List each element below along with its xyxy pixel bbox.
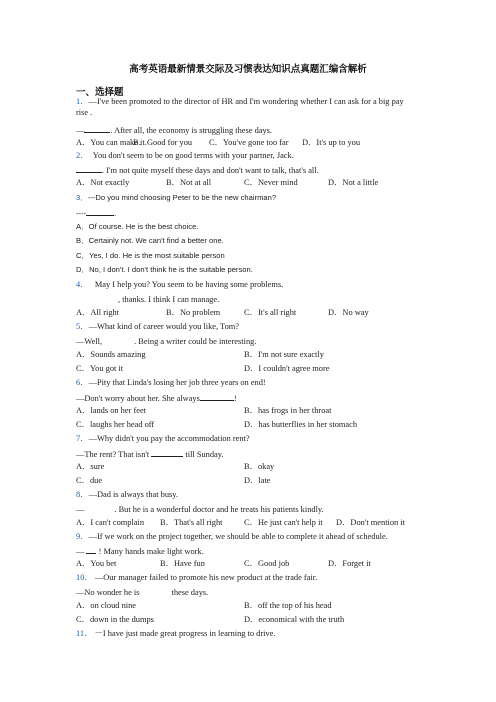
option-c[interactable]: C．due [76, 476, 103, 485]
option-d[interactable]: D．It's up to you [302, 138, 361, 147]
reply-text: —Don't worry about her. She always [76, 394, 200, 403]
answer-blank [151, 448, 183, 457]
question-3-option-c[interactable]: C．Yes, I do. He is the most suitable person [76, 251, 225, 260]
reply-text: these days. [171, 588, 209, 597]
question-text: —What kind of career would you like, Tom? [88, 322, 239, 331]
question-number: 8． [76, 490, 89, 499]
option-c[interactable]: C．It's all right [244, 308, 297, 317]
question-number: 3． [76, 193, 88, 202]
question-text: —I've been promoted to the director of HR and I'm wondering whether I can ask for a big pay [88, 97, 404, 106]
option-c[interactable]: C．You've gone too far [209, 138, 289, 147]
answer-blank [86, 207, 117, 218]
option-d[interactable]: D．Not a little [328, 178, 379, 187]
answer-blank [84, 504, 114, 512]
question-4-reply [76, 294, 219, 305]
question-text: —Pity that Linda's losing her job three years on end! [88, 378, 266, 387]
reply-dash: — [76, 126, 85, 135]
answer-blank [200, 392, 234, 401]
option-d[interactable]: D．economical with the truth [244, 615, 345, 624]
option-a[interactable]: A．You can make it. [76, 138, 147, 147]
option-c[interactable]: C．Never mind [244, 178, 298, 187]
option-d[interactable]: D．Don't mention it [336, 518, 405, 527]
reply-text: . Being a writer could be interesting. [134, 337, 257, 346]
reply-text: ! [233, 394, 237, 403]
question-3-stem [76, 193, 276, 203]
question-3-option-a[interactable]: A．Of course. He is the best choice. [76, 222, 199, 231]
answer-blank [102, 336, 134, 344]
option-c[interactable]: C．down in the dumps [76, 615, 154, 624]
option-c[interactable]: C．You got it [76, 364, 124, 373]
question-text: rise . [76, 108, 93, 117]
option-d[interactable]: D．has butterflies in her stomach [244, 420, 358, 429]
question-number: 2． [76, 151, 89, 160]
answer-blank [76, 164, 102, 173]
question-10-reply [76, 587, 208, 598]
question-3-reply [76, 207, 116, 219]
question-1-stem [76, 97, 404, 107]
option-a[interactable]: A．lands on her feet [76, 406, 147, 415]
option-b[interactable]: B．That's all right [160, 518, 223, 527]
question-text: . I'm not quite myself these days and don't want to talk, that's all. [102, 166, 319, 175]
option-a[interactable]: A．on cloud nine [76, 601, 137, 610]
option-b[interactable]: B．Have fun [160, 559, 205, 568]
option-d[interactable]: D．Forget it [328, 559, 371, 568]
option-b[interactable]: B．off the top of his head [244, 601, 332, 610]
question-8-stem [76, 490, 178, 500]
question-number: 9． [76, 532, 89, 541]
question-text: , thanks. I think I can manage. [118, 295, 220, 304]
question-1-stem-cont [76, 108, 92, 118]
question-6-stem [76, 378, 266, 388]
question-5-stem [76, 322, 239, 332]
option-a[interactable]: A．Not exactly [76, 178, 130, 187]
question-3-option-b[interactable]: B．Certainly not. We can't find a better one. [76, 236, 224, 245]
question-number: 6． [76, 378, 89, 387]
page-title: 高考英语最新情景交际及习惯表达知识点真题汇编含解析 [129, 64, 367, 75]
option-a[interactable]: A．sure [76, 462, 105, 471]
question-10-stem [76, 573, 317, 583]
question-2-stem [76, 151, 294, 161]
answer-blank [140, 587, 172, 595]
reply-text: till Sunday. [185, 450, 224, 459]
reply-text: . After all, the economy is struggling these days. [110, 126, 273, 135]
question-4-stem [76, 280, 283, 290]
reply-text: ! Many hands make light work. [98, 547, 204, 556]
question-6-reply [76, 392, 237, 404]
question-number: 11． [76, 629, 93, 638]
question-8-reply [76, 504, 324, 515]
option-d[interactable]: D．No way [328, 308, 369, 317]
question-7-stem [76, 434, 250, 444]
question-text: —Our manager failed to promote his new product at the trade fair. [94, 573, 318, 582]
question-number: 4． [76, 280, 89, 289]
question-text: ---Do you mind choosing Peter to be the new chairman? [87, 193, 277, 202]
option-c[interactable]: C．laughs her head off [76, 420, 155, 429]
question-2-reply [76, 164, 319, 176]
question-7-reply [76, 448, 224, 460]
option-d[interactable]: D．I couldn't agree more [244, 364, 330, 373]
question-text: －I have just made great progress in learning to drive. [94, 629, 276, 638]
option-b[interactable]: B．No problem [166, 308, 221, 317]
option-b[interactable]: B．has frogs in her throat [244, 406, 332, 415]
question-number: 1． [76, 97, 89, 106]
question-number: 5． [76, 322, 89, 331]
option-b[interactable]: B．I'm not sure exactly [244, 350, 324, 359]
question-number: 7． [76, 434, 89, 443]
question-text: You don't seem to be on good terms with your partner, Jack. [92, 151, 294, 160]
question-1-reply [76, 124, 272, 136]
question-3-option-d[interactable]: D．No, I don't. I don't think he is the suitable person. [76, 265, 253, 274]
answer-blank [86, 545, 96, 554]
reply-text: . [114, 209, 117, 218]
option-c[interactable]: C．He just can't help it [244, 518, 323, 527]
question-11-stem [76, 629, 276, 639]
reply-text: —The rent? That isn't [76, 450, 150, 459]
option-b[interactable]: B．Good for you [133, 138, 193, 147]
option-b[interactable]: B．Not at all [166, 178, 212, 187]
reply-text: —No wonder he is [76, 588, 140, 597]
answer-blank [76, 294, 118, 302]
option-a[interactable]: A．Sounds amazing [76, 350, 146, 359]
section-heading: 一、选择题 [76, 87, 124, 98]
option-a[interactable]: A．All right [76, 308, 120, 317]
reply-dash: — [76, 547, 85, 556]
option-d[interactable]: D．late [244, 476, 271, 485]
question-number: 10． [76, 573, 93, 582]
question-9-reply [76, 545, 204, 557]
reply-text: . But he is a wonderful doctor and he treats his patients kindly. [114, 505, 324, 514]
question-9-stem [76, 532, 388, 542]
reply-dash: ---- [76, 209, 87, 218]
answer-blank [84, 124, 110, 133]
question-text: —Why didn't you pay the accommodation rent? [88, 434, 250, 443]
question-text: —Dad is always that busy. [88, 490, 179, 499]
reply-text: —Well, [76, 337, 103, 346]
question-5-reply [76, 336, 256, 347]
option-c[interactable]: C．Good job [244, 559, 290, 568]
question-text: —If we work on the project together, we should be able to complete it ahead of schedule. [88, 532, 388, 541]
option-a[interactable]: A．You bet [76, 559, 117, 568]
reply-dash: — [76, 505, 85, 514]
option-a[interactable]: A．I can't complain [76, 518, 145, 527]
option-b[interactable]: B．okay [244, 462, 275, 471]
question-text: May I help you? You seem to be having some problems. [94, 280, 284, 289]
